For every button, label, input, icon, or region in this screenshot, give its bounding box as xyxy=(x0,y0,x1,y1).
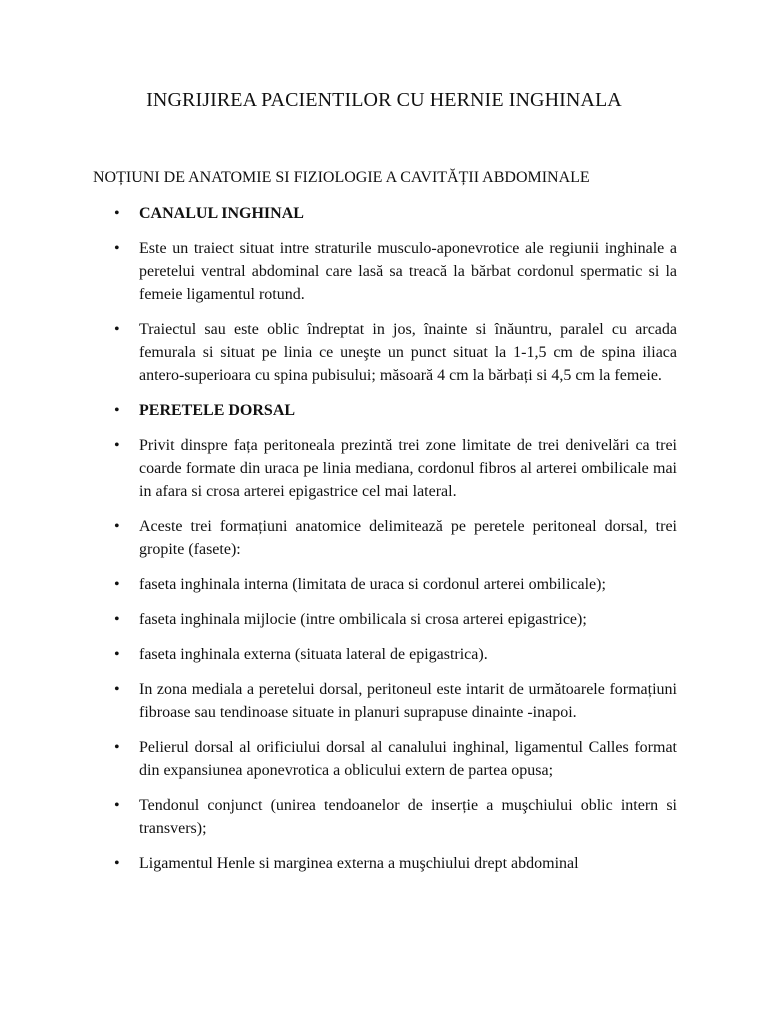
bullet-marker: • xyxy=(114,681,120,698)
list-item xyxy=(0,318,768,387)
list-item xyxy=(0,515,768,561)
list-item xyxy=(0,736,768,782)
bullet-marker: • xyxy=(114,240,120,257)
list-item xyxy=(0,237,768,306)
list-item-text: Este un traiect situat intre straturile musculo-aponevrotice ale regiunii inghinale a peretelui ventral abdominal care lasă sa treacă la bărbat cordonul spermatic si la femeie ligamentul rotund. xyxy=(139,240,677,303)
bullet-list xyxy=(0,202,768,887)
list-item xyxy=(0,573,768,596)
bullet-marker: • xyxy=(114,855,120,872)
list-item-text: faseta inghinala interna (limitata de uraca si cordonul arterei ombilicale); xyxy=(139,576,606,593)
list-item-text: Traiectul sau este oblic îndreptat in jos, înainte si înăuntru, paralel cu arcada femurala si situat pe linia ce uneşte un punct situat la 1-1,5 cm de spina iliaca antero-superioara cu spina pubisului; măsoară 4 cm la bărbați si 4,5 cm la femeie. xyxy=(139,321,677,384)
bullet-marker: • xyxy=(114,576,120,593)
list-item xyxy=(0,852,768,875)
list-item xyxy=(0,399,768,422)
list-item xyxy=(0,678,768,724)
bullet-marker: • xyxy=(114,739,120,756)
list-item-text: Pelierul dorsal al orificiului dorsal al canalului inghinal, ligamentul Calles format din expansiunea aponevrotica a oblicului extern de partea opusa; xyxy=(139,739,677,779)
list-item-text: Privit dinspre fața peritoneala prezintă trei zone limitate de trei denivelări ca trei coarde formate din uraca pe linia mediana, cordonul fibros al arterei ombilicale mai in afara si crosa arterei epigastrice cel mai lateral. xyxy=(139,437,677,500)
list-item xyxy=(0,434,768,503)
list-item-text: In zona mediala a peretelui dorsal, peritoneul este intarit de următoarele formațiuni fibroase sau tendinoase situate in planuri suprapuse dinainte -inapoi. xyxy=(139,681,677,721)
bullet-marker: • xyxy=(114,437,120,454)
document-title: INGRIJIREA PACIENTILOR CU HERNIE INGHINALA xyxy=(146,89,622,111)
list-item xyxy=(0,794,768,840)
list-item-text: Aceste trei formațiuni anatomice delimitează pe peretele peritoneal dorsal, trei gropite (fasete): xyxy=(139,518,677,558)
bullet-marker: • xyxy=(114,321,120,338)
bullet-marker: • xyxy=(114,205,120,222)
list-item xyxy=(0,608,768,631)
subsection-heading: CANALUL INGHINAL xyxy=(139,205,304,222)
list-item xyxy=(0,643,768,666)
list-item xyxy=(0,202,768,225)
bullet-marker: • xyxy=(114,797,120,814)
section-heading: NOȚIUNI DE ANATOMIE SI FIZIOLOGIE A CAVITĂȚII ABDOMINALE xyxy=(93,169,590,186)
list-item-text: faseta inghinala externa (situata lateral de epigastrica). xyxy=(139,646,488,663)
list-item-text: Tendonul conjunct (unirea tendoanelor de inserție a muşchiului oblic intern si transvers); xyxy=(139,797,677,837)
list-item-text: Ligamentul Henle si marginea externa a muşchiului drept abdominal xyxy=(139,855,579,872)
subsection-heading: PERETELE DORSAL xyxy=(139,402,296,419)
bullet-marker: • xyxy=(114,518,120,535)
list-item-text: faseta inghinala mijlocie (intre ombilicala si crosa arterei epigastrice); xyxy=(139,611,587,628)
bullet-marker: • xyxy=(114,402,120,419)
bullet-marker: • xyxy=(114,646,120,663)
bullet-marker: • xyxy=(114,611,120,628)
